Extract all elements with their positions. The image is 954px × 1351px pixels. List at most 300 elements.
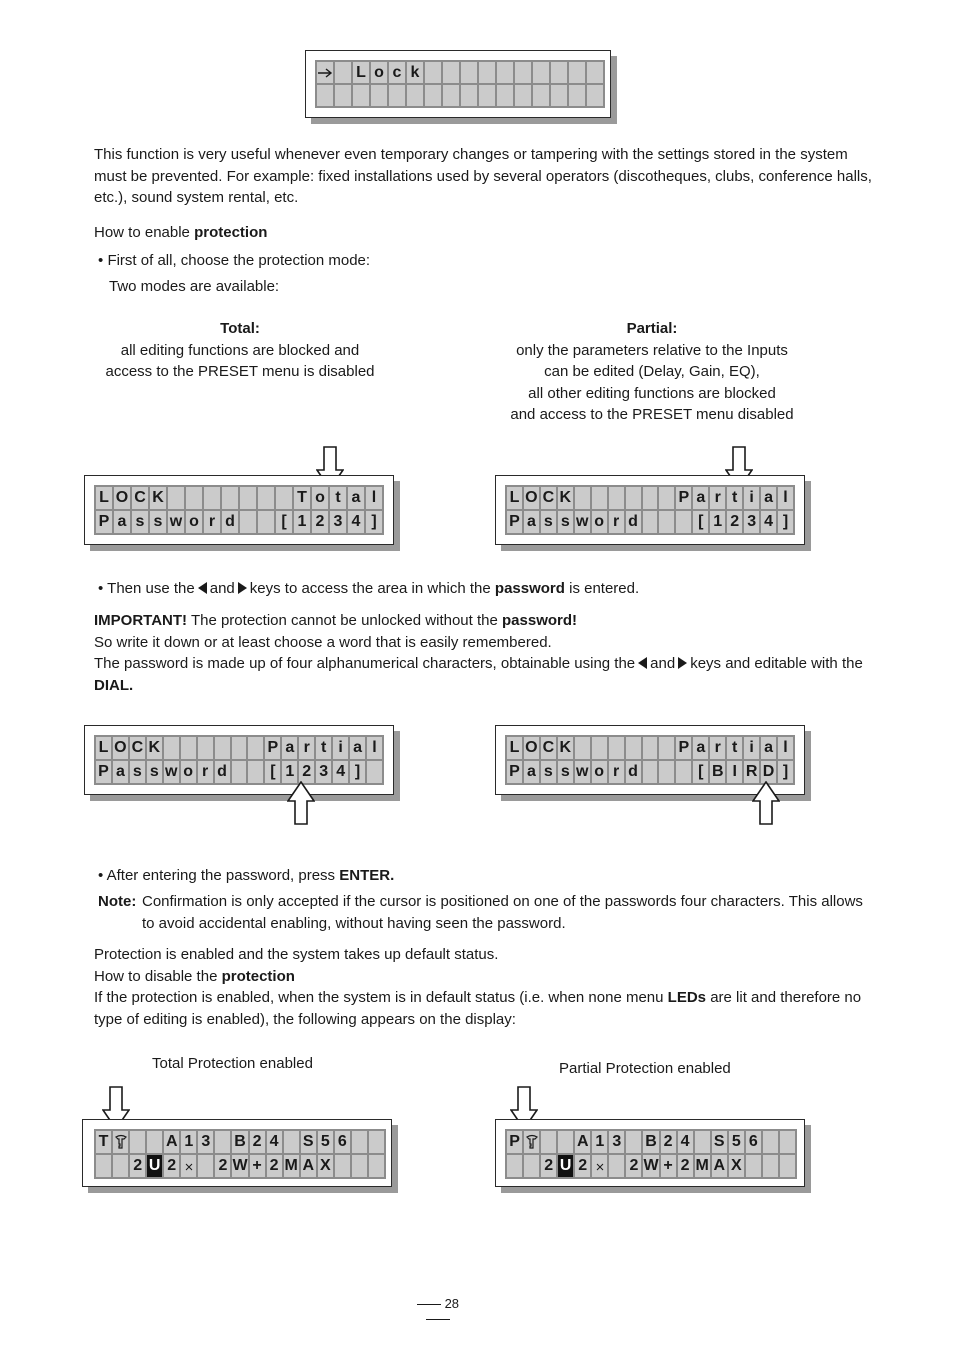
lcd-cell: [369, 1131, 384, 1153]
important-bold: password!: [502, 612, 578, 629]
lcd-cell: [335, 85, 351, 106]
disable-heading: [94, 966, 295, 988]
lcd-cell: [551, 85, 567, 106]
left-triangle-key-icon: [198, 582, 207, 594]
lcd-cell: O: [524, 737, 539, 759]
lcd-cell: R: [744, 761, 759, 783]
lcd-cell: o: [312, 487, 328, 509]
lcd-cell: l: [778, 737, 793, 759]
caption-total: Total Protection enabled: [152, 1055, 313, 1072]
lcd-cell: X: [318, 1155, 333, 1177]
lcd-cell: [479, 62, 495, 83]
two-modes-text: Two modes are available:: [109, 278, 280, 295]
important-line1: [94, 610, 879, 632]
lcd-cell: [558, 1131, 573, 1153]
lcd-cell: w: [575, 511, 590, 533]
lcd-cell: P: [507, 1131, 522, 1153]
lcd-cell: [367, 761, 382, 783]
lcd-cell: L: [96, 737, 111, 759]
lcd-cell: i: [333, 737, 348, 759]
lcd-cell: s: [541, 761, 556, 783]
lcd-cell: o: [186, 511, 202, 533]
lcd-cell: ]: [778, 511, 793, 533]
lcd-cell: 2: [727, 511, 742, 533]
lcd-cell: [130, 1131, 145, 1153]
lcd-cell: [643, 487, 658, 509]
lcd-cell: [113, 1131, 128, 1153]
right-triangle-key-icon: [238, 582, 247, 594]
page-number-rule: [426, 1319, 450, 1320]
lcd-cell: s: [558, 511, 573, 533]
lcd-cell: K: [558, 487, 573, 509]
lcd-cell: [164, 737, 179, 759]
lcd-cell: [168, 487, 184, 509]
lcd-cell: 2: [250, 1131, 265, 1153]
mode-partial-block: [492, 318, 812, 426]
lcd-cell: [181, 737, 196, 759]
enable-heading-text: How to enable: [94, 224, 195, 241]
bullet-keys-after: keys to access the area in which the: [249, 580, 491, 597]
lcd-cell: P: [265, 737, 280, 759]
lcd-cell: 1: [282, 761, 297, 783]
cross-icon: [184, 1161, 194, 1171]
lcd-cell: [248, 761, 263, 783]
lcd-cell: [763, 1131, 778, 1153]
bullet-enter-text: After entering the password, press: [106, 867, 336, 884]
lcd-cell: [524, 1131, 539, 1153]
lcd-cell: A: [301, 1155, 316, 1177]
bullet-keys-end: is entered.: [569, 580, 640, 597]
lcd-display: [94, 1129, 386, 1179]
lcd-cell: 2: [575, 1155, 590, 1177]
bullet-keys-before: Then use the: [107, 580, 195, 597]
lcd-cell: [515, 62, 531, 83]
lcd-cell: t: [727, 487, 742, 509]
lcd-cell: t: [330, 487, 346, 509]
bullet-dot: •: [98, 580, 104, 597]
lcd-cell: [186, 487, 202, 509]
lcd-cell: D: [761, 761, 776, 783]
display-total-protection-frame: [82, 1119, 392, 1187]
lcd-cell: [695, 1131, 710, 1153]
lcd-cell: a: [761, 737, 776, 759]
lcd-cell: [258, 487, 274, 509]
lcd-cell: 2: [541, 1155, 556, 1177]
page-number-text: 28: [444, 1296, 460, 1311]
mode-partial-line: can be edited (Delay, Gain, EQ),: [544, 363, 760, 380]
important-line3-and: and: [650, 655, 676, 672]
lcd-cell: [609, 487, 624, 509]
lcd-cell: a: [113, 761, 128, 783]
lcd-cell: [222, 487, 238, 509]
lcd-cell: 1: [181, 1131, 196, 1153]
important-line3-before: The password is made up of four alphanumerical characters, obtainable using the: [94, 655, 636, 672]
lcd-cell: [240, 487, 256, 509]
intro-paragraph: This function is very useful whenever even temporary changes or tampering with the settings stored in the system must be prevented. For example: fixed installations used by several operators (discotheques, clubs, conference halls, etc.), sound system rental, etc.: [94, 146, 872, 206]
lcd-cell: [204, 487, 220, 509]
lcd-cell: [780, 1131, 795, 1153]
lcd-cell: o: [181, 761, 196, 783]
lcd-cell: r: [609, 511, 624, 533]
lcd-cell: [569, 62, 585, 83]
lcd-cell: M: [284, 1155, 299, 1177]
lcd-cell: 2: [215, 1155, 230, 1177]
lcd-cell-cursor: U: [147, 1155, 162, 1177]
lcd-cell: [587, 62, 603, 83]
lcd-cell: T: [96, 1131, 111, 1153]
lcd-cell: P: [96, 761, 111, 783]
lcd-cell: [524, 1155, 539, 1177]
lcd-cell: [676, 761, 691, 783]
lcd-cell: [369, 1155, 384, 1177]
lcd-display: [505, 485, 795, 535]
lcd-cell: [443, 62, 459, 83]
right-arrow-icon: [317, 68, 333, 78]
lcd-cell: [551, 62, 567, 83]
lcd-cell: 4: [761, 511, 776, 533]
lcd-cell: [425, 85, 441, 106]
mode-partial-line: all other editing functions are blocked: [528, 384, 776, 402]
lcd-cell: 3: [198, 1131, 213, 1153]
lcd-cell: [232, 737, 247, 759]
right-triangle-key-icon: [678, 657, 687, 669]
lcd-cell: [425, 62, 441, 83]
lcd-cell: 3: [316, 761, 331, 783]
enabled-text: Protection is enabled and the system takes up default status.: [94, 946, 499, 963]
lcd-cell: [507, 1155, 522, 1177]
disable-heading-text: How to disable the: [94, 968, 222, 985]
lcd-cell: C: [541, 487, 556, 509]
lcd-cell: k: [407, 62, 423, 83]
lcd-cell: [: [276, 511, 292, 533]
bullet-choose: [98, 250, 370, 272]
lcd-cell: 5: [729, 1131, 744, 1153]
lcd-cell: [569, 85, 585, 106]
important-line3: [94, 653, 879, 696]
lcd-cell: [443, 85, 459, 106]
lcd-cell: T: [294, 487, 310, 509]
lcd-cell: O: [114, 487, 130, 509]
lcd-cell: ]: [366, 511, 382, 533]
lcd-cell: i: [744, 737, 759, 759]
lcd-cell: o: [371, 62, 387, 83]
lcd-cell: s: [150, 511, 166, 533]
lcd-cell: 4: [678, 1131, 693, 1153]
lcd-cell: +: [250, 1155, 265, 1177]
lcd-cell: [533, 85, 549, 106]
lcd-cell: 2: [267, 1155, 282, 1177]
important-line2: So write it down or at least choose a word that is easily remembered.: [94, 633, 552, 651]
lcd-cell: 2: [164, 1155, 179, 1177]
lcd-cell: 3: [330, 511, 346, 533]
lcd-cell: [780, 1155, 795, 1177]
lcd-cell: 2: [661, 1131, 676, 1153]
note-text: Confirmation is only accepted if the cursor is positioned on one of the passwords four characters. This allows to avoid accidental enabling, without having seen the password.: [142, 893, 863, 932]
intro-display-frame: [305, 50, 611, 118]
lcd-cell: l: [778, 487, 793, 509]
lcd-cell: [232, 761, 247, 783]
lcd-cell: [592, 1155, 607, 1177]
lcd-cell: 5: [318, 1131, 333, 1153]
lcd-cell: [659, 761, 674, 783]
lcd-cell: s: [130, 761, 145, 783]
disable-para-before: If the protection is enabled, when the system is in default status (i.e. when none menu: [94, 989, 664, 1006]
lcd-cell: [371, 85, 387, 106]
bullet-dot: •: [98, 867, 104, 884]
lcd-display: [94, 485, 384, 535]
lcd-cell: [541, 1131, 556, 1153]
lcd-cell: [240, 511, 256, 533]
lcd-cell: [575, 487, 590, 509]
lcd-display: [94, 735, 384, 785]
enable-heading-bold: protection: [194, 224, 268, 241]
page-number: [404, 1296, 472, 1326]
lcd-cell: 2: [626, 1155, 641, 1177]
mode-total-line: all editing functions are blocked and: [120, 341, 360, 359]
lcd-cell: C: [541, 737, 556, 759]
mode-total-title: Total:: [220, 320, 260, 337]
lcd-cell: [497, 62, 513, 83]
lcd-cell: 2: [130, 1155, 145, 1177]
lcd-cell: [497, 85, 513, 106]
lcd-cell: a: [348, 487, 364, 509]
lcd-cell: L: [353, 62, 369, 83]
lcd-cell: K: [558, 737, 573, 759]
important-line3-bold: DIAL.: [94, 676, 134, 694]
display-lock-partial-frame: [495, 475, 805, 545]
lcd-cell: 1: [294, 511, 310, 533]
disable-paragraph: [94, 987, 878, 1030]
lcd-cell: [592, 487, 607, 509]
lcd-cell: d: [215, 761, 230, 783]
bullet-keys-and: and: [209, 580, 235, 597]
left-triangle-key-icon: [638, 657, 647, 669]
disable-para-bold: LEDs: [667, 989, 707, 1006]
lcd-cell: [592, 737, 607, 759]
lcd-cell: s: [147, 761, 162, 783]
lcd-cell: 3: [744, 511, 759, 533]
lcd-cell: i: [744, 487, 759, 509]
lcd-cell: a: [761, 487, 776, 509]
display-partial-protection-frame: [495, 1119, 805, 1187]
lcd-cell: [533, 62, 549, 83]
important-block: [94, 610, 879, 696]
lcd-cell: S: [301, 1131, 316, 1153]
lcd-cell: s: [132, 511, 148, 533]
lcd-cell: [215, 1131, 230, 1153]
lock-key-icon: [114, 1134, 128, 1150]
lcd-cell: t: [727, 737, 742, 759]
lcd-cell: [352, 1131, 367, 1153]
lcd-cell: [215, 737, 230, 759]
lcd-cell: r: [710, 487, 725, 509]
lcd-cell: d: [222, 511, 238, 533]
mode-partial-line: only the parameters relative to the Inputs: [516, 341, 788, 359]
lcd-cell: [317, 62, 333, 83]
lcd-cell: c: [389, 62, 405, 83]
lcd-cell: a: [114, 511, 130, 533]
lcd-cell: w: [168, 511, 184, 533]
lcd-cell: a: [282, 737, 297, 759]
bullet-choose-text: First of all, choose the protection mode:: [107, 252, 371, 269]
lcd-display: [505, 735, 795, 785]
lcd-cell: [317, 85, 333, 106]
lcd-cell: [676, 511, 691, 533]
note-label: Note:: [98, 893, 137, 910]
important-text: The protection cannot be unlocked without the: [190, 612, 498, 629]
lcd-cell: X: [729, 1155, 744, 1177]
lcd-display: [315, 60, 605, 108]
mode-total-block: [80, 318, 400, 383]
lcd-cell: A: [712, 1155, 727, 1177]
lcd-cell: [461, 85, 477, 106]
lcd-cell: t: [316, 737, 331, 759]
lcd-cell: +: [661, 1155, 676, 1177]
lcd-cell: [643, 511, 658, 533]
lcd-cell: [113, 1155, 128, 1177]
bullet-dot: •: [98, 252, 104, 269]
disable-para-after: are lit and therefore no type of editing is enabled), the following appears on the display:: [94, 989, 862, 1028]
lcd-cell: r: [198, 761, 213, 783]
lcd-cell: w: [575, 761, 590, 783]
lcd-cell: r: [299, 737, 314, 759]
lcd-cell: P: [96, 511, 112, 533]
lcd-cell: P: [507, 511, 522, 533]
lcd-cell: O: [113, 737, 128, 759]
lcd-cell: l: [366, 487, 382, 509]
lcd-cell: [626, 737, 641, 759]
hollow-up-arrow-icon: [752, 781, 780, 825]
lcd-cell: [: [693, 761, 708, 783]
lcd-cell: [352, 1155, 367, 1177]
page-number-rule: [417, 1304, 441, 1305]
display-lock-total-frame: [84, 475, 394, 545]
lcd-cell: L: [507, 737, 522, 759]
lcd-cell: a: [524, 761, 539, 783]
cross-icon: [595, 1161, 605, 1171]
lcd-cell: 2: [299, 761, 314, 783]
lcd-cell: ]: [778, 761, 793, 783]
lcd-cell: [: [265, 761, 280, 783]
lcd-cell: [643, 737, 658, 759]
bullet-enter: [98, 865, 394, 887]
lcd-cell: [609, 737, 624, 759]
lcd-cell: [248, 737, 263, 759]
lcd-cell: 2: [312, 511, 328, 533]
disable-heading-bold: protection: [221, 968, 295, 985]
lcd-cell: W: [232, 1155, 247, 1177]
lcd-cell: 4: [267, 1131, 282, 1153]
lcd-cell: K: [150, 487, 166, 509]
lcd-cell: [609, 1155, 624, 1177]
lcd-cell-cursor: U: [558, 1155, 573, 1177]
lcd-cell: A: [164, 1131, 179, 1153]
lcd-cell: a: [693, 487, 708, 509]
lcd-display: [505, 1129, 797, 1179]
lcd-cell: [659, 511, 674, 533]
lcd-cell: 4: [333, 761, 348, 783]
lcd-cell: P: [676, 737, 691, 759]
lcd-cell: P: [507, 761, 522, 783]
mode-total-line: access to the PRESET menu is disabled: [105, 363, 375, 380]
lcd-cell: [335, 62, 351, 83]
lcd-cell: [147, 1131, 162, 1153]
lcd-cell: P: [676, 487, 691, 509]
lcd-cell: d: [626, 761, 641, 783]
lcd-cell: [643, 761, 658, 783]
lcd-cell: d: [626, 511, 641, 533]
mode-partial-line: and access to the PRESET menu disabled: [510, 406, 794, 423]
bullet-enter-bold: ENTER.: [339, 867, 395, 884]
lcd-cell: 6: [335, 1131, 350, 1153]
lock-key-icon: [525, 1134, 539, 1150]
hollow-up-arrow-icon: [287, 781, 315, 825]
lcd-cell: s: [541, 511, 556, 533]
lcd-cell: [659, 737, 674, 759]
lcd-cell: [96, 1155, 111, 1177]
lcd-cell: 2: [678, 1155, 693, 1177]
bullet-keys-bold: password: [494, 580, 565, 597]
lcd-cell: 1: [710, 511, 725, 533]
lcd-cell: ]: [350, 761, 365, 783]
lcd-cell: l: [367, 737, 382, 759]
important-label: IMPORTANT!: [94, 612, 188, 629]
lcd-cell: B: [710, 761, 725, 783]
lcd-cell: [659, 487, 674, 509]
lcd-cell: [515, 85, 531, 106]
lcd-cell: [461, 62, 477, 83]
lcd-cell: [198, 1155, 213, 1177]
note-block: [98, 891, 876, 934]
lcd-cell: [587, 85, 603, 106]
lcd-cell: [284, 1131, 299, 1153]
lcd-cell: [407, 85, 423, 106]
lcd-cell: B: [643, 1131, 658, 1153]
lcd-cell: r: [609, 761, 624, 783]
enable-heading: [94, 222, 267, 244]
lcd-cell: 6: [746, 1131, 761, 1153]
lcd-cell: [353, 85, 369, 106]
lcd-cell: L: [507, 487, 522, 509]
lcd-cell: [389, 85, 405, 106]
lcd-cell: [258, 511, 274, 533]
display-password-numeric-frame: [84, 725, 394, 795]
mode-partial-title: Partial:: [626, 320, 678, 337]
lcd-cell: I: [727, 761, 742, 783]
lcd-cell: 3: [609, 1131, 624, 1153]
lcd-cell: W: [643, 1155, 658, 1177]
lcd-cell: [: [693, 511, 708, 533]
lcd-cell: A: [575, 1131, 590, 1153]
lcd-cell: o: [592, 511, 607, 533]
lcd-cell: 4: [348, 511, 364, 533]
lcd-cell: [575, 737, 590, 759]
lcd-cell: 1: [592, 1131, 607, 1153]
lcd-cell: a: [524, 511, 539, 533]
lcd-cell: [335, 1155, 350, 1177]
lcd-cell: [626, 1131, 641, 1153]
lcd-cell: o: [592, 761, 607, 783]
lcd-cell: a: [693, 737, 708, 759]
lcd-cell: [181, 1155, 196, 1177]
lcd-cell: [763, 1155, 778, 1177]
caption-partial: Partial Protection enabled: [559, 1060, 731, 1077]
important-line3-after: keys and editable with the: [690, 655, 863, 672]
bullet-keys: [98, 578, 639, 600]
lcd-cell: r: [204, 511, 220, 533]
lcd-cell: K: [147, 737, 162, 759]
lcd-cell: M: [695, 1155, 710, 1177]
